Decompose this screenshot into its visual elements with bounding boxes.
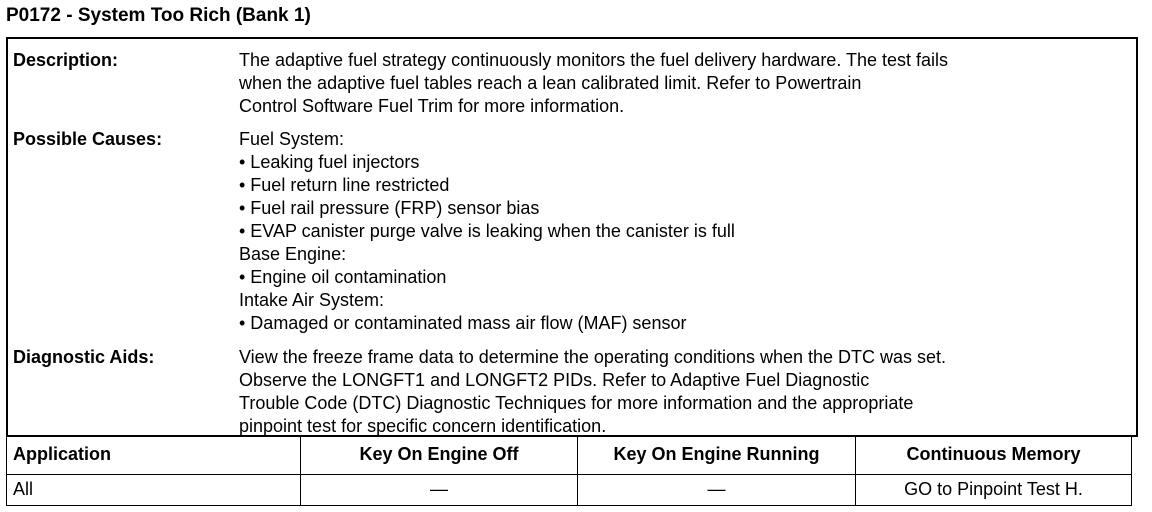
cause-line: • Damaged or contaminated mass air flow (MAF) sensor (239, 313, 687, 333)
diagnostic-aids-label: Diagnostic Aids: (13, 347, 155, 367)
page-title: P0172 - System Too Rich (Bank 1) (6, 5, 311, 26)
cause-line: • EVAP canister purge valve is leaking when the canister is full (239, 221, 735, 241)
table-header-row (7, 436, 1132, 475)
dtc-info-box (6, 37, 1138, 437)
diagnostic-aids-line: Observe the LONGFT1 and LONGFT2 PIDs. Refer to Adaptive Fuel Diagnostic (239, 370, 870, 390)
column-header-koeo: Key On Engine Off (301, 436, 578, 475)
diagnostic-aids-line: View the freeze frame data to determine the operating conditions when the DTC was set. (239, 347, 947, 367)
cause-line: • Fuel return line restricted (239, 175, 450, 195)
diagnostic-aids-line: pinpoint test for specific concern identification. (239, 416, 607, 436)
possible-causes-label: Possible Causes: (13, 129, 163, 149)
cell-koer: — (578, 474, 856, 505)
diagnostic-aids-line: Trouble Code (DTC) Diagnostic Techniques for more information and the appropriate (239, 393, 914, 413)
cause-line: Intake Air System: (239, 290, 385, 310)
description-line: Control Software Fuel Trim for more information. (239, 96, 625, 116)
cell-continuous-memory: GO to Pinpoint Test H. (856, 474, 1132, 505)
column-header-koer: Key On Engine Running (578, 436, 856, 475)
cause-line: Base Engine: (239, 244, 347, 264)
cell-application: All (7, 474, 301, 505)
description-line: The adaptive fuel strategy continuously monitors the fuel delivery hardware. The test fails (239, 50, 949, 70)
diagnostic-aids-text (239, 346, 946, 438)
cell-koeo: — (301, 474, 578, 505)
application-table (6, 435, 1132, 506)
description-label: Description: (13, 50, 119, 70)
table-row (7, 474, 1132, 505)
column-header-application: Application (7, 436, 301, 475)
cause-line: • Leaking fuel injectors (239, 152, 420, 172)
description-line: when the adaptive fuel tables reach a lean calibrated limit. Refer to Powertrain (239, 73, 862, 93)
cause-line: • Engine oil contamination (239, 267, 447, 287)
cause-line: Fuel System: (239, 129, 345, 149)
column-header-continuous-memory: Continuous Memory (856, 436, 1132, 475)
description-text (239, 49, 948, 118)
cause-line: • Fuel rail pressure (FRP) sensor bias (239, 198, 540, 218)
possible-causes-list (239, 128, 735, 335)
